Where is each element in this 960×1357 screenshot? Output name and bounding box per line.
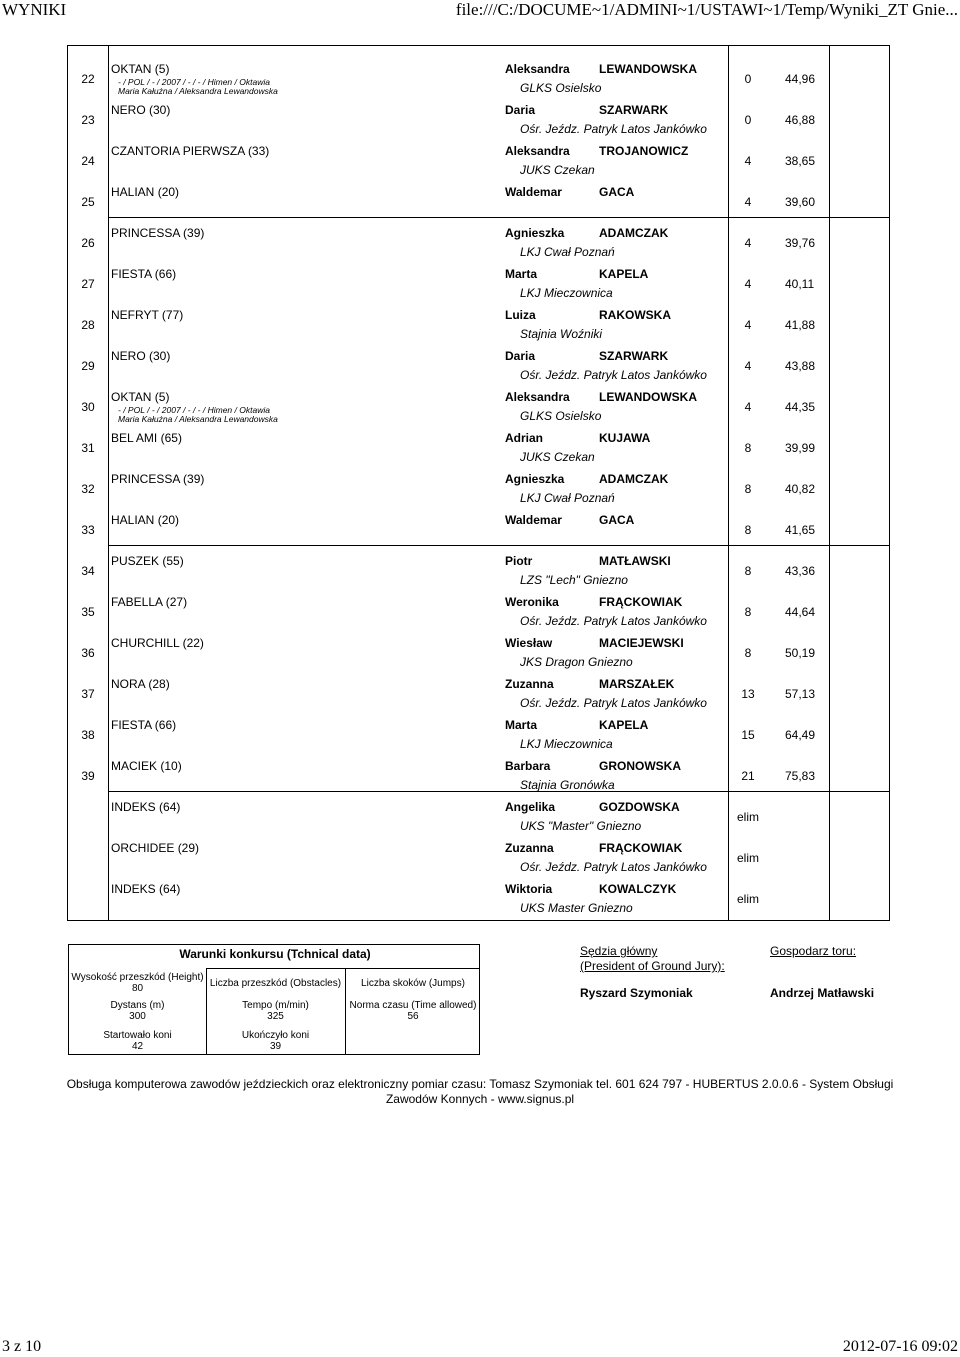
rider-last-name: KAPELA bbox=[599, 267, 649, 281]
result-time: 39,60 bbox=[785, 195, 816, 209]
horse-number: (5) bbox=[154, 62, 170, 76]
group-separator bbox=[108, 217, 889, 218]
finished-value: 39 bbox=[269, 1041, 282, 1052]
place-number: 31 bbox=[81, 441, 95, 455]
place-number: 37 bbox=[81, 687, 95, 701]
rider-first-name: Waldemar bbox=[505, 513, 562, 527]
time-allowed-label: Norma czasu (Time allowed) bbox=[349, 1000, 477, 1011]
results-table bbox=[67, 45, 890, 921]
result-time: 38,65 bbox=[785, 154, 816, 168]
horse-name bbox=[111, 595, 187, 609]
judge-name: Ryszard Szymoniak bbox=[580, 986, 693, 1000]
horse-name bbox=[111, 718, 176, 732]
horse-name-text: ORCHIDEE bbox=[111, 841, 175, 855]
horse-name-text: PUSZEK bbox=[111, 554, 160, 568]
club-name: Ośr. Jeźdz. Patryk Latos Jankówko bbox=[520, 696, 707, 710]
print-datetime: 2012-07-16 09:02 bbox=[842, 1338, 958, 1355]
rider-last-name: MARSZAŁEK bbox=[599, 677, 675, 691]
result-time: 41,65 bbox=[785, 523, 816, 537]
place-number: 27 bbox=[81, 277, 95, 291]
club-name: UKS "Master" Gniezno bbox=[520, 819, 642, 833]
height-label: Wysokość przeszkód (Height) bbox=[71, 972, 204, 983]
penalty-points: 13 bbox=[741, 687, 755, 701]
rider-first-name: Piotr bbox=[505, 554, 533, 568]
horse-name bbox=[111, 226, 204, 240]
rider-first-name: Adrian bbox=[505, 431, 544, 445]
rider-first-name: Weronika bbox=[505, 595, 559, 609]
horse-name-text: HALIAN bbox=[111, 513, 155, 527]
horse-name-text: NORA bbox=[111, 677, 146, 691]
horse-details: - / POL / - / 2007 / - / - / Himen / Oktawia bbox=[118, 405, 270, 415]
penalty-points: 8 bbox=[744, 605, 752, 619]
rider-first-name: Agnieszka bbox=[505, 472, 565, 486]
rider-first-name: Zuzanna bbox=[505, 841, 554, 855]
tech-title: Warunki konkursu (Tchnical data) bbox=[179, 947, 371, 961]
horse-number: (20) bbox=[157, 185, 180, 199]
page-counter: 3 z 10 bbox=[2, 1338, 42, 1355]
rider-last-name: ADAMCZAK bbox=[599, 472, 669, 486]
rider-last-name: MACIEJEWSKI bbox=[599, 636, 684, 650]
horse-name-text: CZANTORIA PIERWSZA bbox=[111, 144, 245, 158]
place-number: 23 bbox=[81, 113, 95, 127]
horse-name-text: MACIEK bbox=[111, 759, 158, 773]
rider-last-name: GRONOWSKA bbox=[599, 759, 681, 773]
host-label: Gospodarz toru: bbox=[770, 944, 857, 958]
horse-name-text: CHURCHILL bbox=[111, 636, 180, 650]
club-name: GLKS Osielsko bbox=[520, 409, 602, 423]
distance-label: Dystans (m) bbox=[110, 1000, 165, 1011]
obstacles-label: Liczba przeszkód (Obstacles) bbox=[209, 978, 342, 989]
rider-first-name: Angelika bbox=[505, 800, 556, 814]
time-allowed-value: 56 bbox=[407, 1011, 419, 1022]
rider-last-name: GOZDOWSKA bbox=[599, 800, 680, 814]
horse-number: (39) bbox=[183, 226, 205, 240]
rider-last-name: GACA bbox=[599, 185, 635, 199]
penalty-points: 4 bbox=[744, 318, 752, 332]
horse-name bbox=[111, 390, 169, 404]
penalty-points: 21 bbox=[741, 769, 755, 783]
file-path: file:///C:/DOCUME~1/ADMINI~1/USTAWI~1/Temp/Wyniki_ZT Gnie... bbox=[455, 0, 958, 19]
horse-number: (30) bbox=[149, 103, 171, 117]
club-name: Stajnia Woźniki bbox=[520, 327, 603, 341]
penalty-points: 8 bbox=[744, 564, 752, 578]
club-name: LKJ Mieczownica bbox=[520, 286, 613, 300]
club-name: LZS "Lech" Gniezno bbox=[520, 573, 628, 587]
software-credit bbox=[60, 1077, 900, 1107]
horse-name bbox=[111, 62, 169, 76]
penalty-points: 8 bbox=[744, 482, 752, 496]
horse-name-text: BEL AMI bbox=[111, 431, 158, 445]
club-name: Ośr. Jeźdz. Patryk Latos Jankówko bbox=[520, 614, 707, 628]
horse-name-text: NERO bbox=[111, 349, 146, 363]
club-name: LKJ Cwał Poznań bbox=[520, 491, 615, 505]
group-separator bbox=[108, 545, 889, 546]
rider-last-name: RAKOWSKA bbox=[599, 308, 671, 322]
club-name: Stajnia Gronówka bbox=[520, 778, 615, 792]
horse-name-text: FABELLA bbox=[111, 595, 163, 609]
result-time: 44,96 bbox=[785, 72, 816, 86]
horse-number: (55) bbox=[162, 554, 184, 568]
horse-number: (10) bbox=[160, 759, 182, 773]
rider-first-name: Agnieszka bbox=[505, 226, 565, 240]
place-number: 28 bbox=[81, 318, 95, 332]
column-divider bbox=[108, 46, 109, 920]
penalty-points: 8 bbox=[744, 523, 752, 537]
horse-number: (33) bbox=[247, 144, 270, 158]
result-time: 75,83 bbox=[785, 769, 816, 783]
rider-first-name: Waldemar bbox=[505, 185, 562, 199]
horse-name-text: OKTAN bbox=[111, 62, 152, 76]
result-time: 44,64 bbox=[785, 605, 816, 619]
penalty-points: 0 bbox=[744, 113, 752, 127]
horse-number: (64) bbox=[159, 882, 181, 896]
rider-first-name: Aleksandra bbox=[505, 144, 570, 158]
jumps-label: Liczba skoków (Jumps) bbox=[361, 978, 465, 989]
rider-first-name: Daria bbox=[505, 349, 536, 363]
club-name: LKJ Cwał Poznań bbox=[520, 245, 615, 259]
rider-last-name: FRĄCKOWIAK bbox=[599, 841, 683, 855]
place-number: 26 bbox=[81, 236, 95, 250]
rider-first-name: Wiesław bbox=[505, 636, 553, 650]
penalty-points: 4 bbox=[744, 154, 752, 168]
result-time: 40,82 bbox=[785, 482, 816, 496]
browser-page-title: WYNIKI bbox=[2, 0, 67, 19]
horse-name-text: PRINCESSA bbox=[111, 226, 180, 240]
software-credit-line1: Obsługa komputerowa zawodów jeździeckich oraz elektroniczny pomiar czasu: Tomasz Szymoniak tel. 601 624 797 - HUBERTUS 2.0.0.6 - System Obsługi bbox=[66, 1077, 894, 1091]
place-number: 36 bbox=[81, 646, 95, 660]
penalty-points: 8 bbox=[744, 441, 752, 455]
horse-number: (64) bbox=[159, 800, 181, 814]
rider-first-name: Wiktoria bbox=[505, 882, 553, 896]
result-time: 39,76 bbox=[785, 236, 816, 250]
club-name: GLKS Osielsko bbox=[520, 81, 602, 95]
rider-last-name: SZARWARK bbox=[599, 103, 669, 117]
result-time: 44,35 bbox=[785, 400, 816, 414]
horse-name bbox=[111, 431, 182, 445]
penalty-points: 0 bbox=[744, 72, 752, 86]
penalty-points: elim bbox=[736, 892, 759, 906]
place-number: 32 bbox=[81, 482, 95, 496]
horse-number: (27) bbox=[165, 595, 188, 609]
horse-number: (77) bbox=[161, 308, 184, 322]
judge-label-line2: (President of Ground Jury): bbox=[580, 959, 725, 973]
horse-name bbox=[111, 267, 176, 281]
rider-first-name: Aleksandra bbox=[505, 390, 570, 404]
rider-first-name: Daria bbox=[505, 103, 536, 117]
rider-last-name: KOWALCZYK bbox=[599, 882, 677, 896]
rider-last-name: MATŁAWSKI bbox=[599, 554, 671, 568]
horse-number: (20) bbox=[157, 513, 180, 527]
horse-name-text: PRINCESSA bbox=[111, 472, 180, 486]
result-time: 43,88 bbox=[785, 359, 816, 373]
host-name: Andrzej Matławski bbox=[770, 986, 875, 1000]
rider-last-name: KUJAWA bbox=[599, 431, 651, 445]
horse-number: (30) bbox=[149, 349, 171, 363]
rider-last-name: ADAMCZAK bbox=[599, 226, 669, 240]
horse-name-text: NEFRYT bbox=[111, 308, 159, 322]
rider-last-name: FRĄCKOWIAK bbox=[599, 595, 683, 609]
group-separator bbox=[108, 791, 889, 792]
penalty-points: 4 bbox=[744, 359, 752, 373]
tempo-value: 325 bbox=[267, 1011, 284, 1022]
judge-label bbox=[580, 944, 725, 974]
rider-last-name: GACA bbox=[599, 513, 635, 527]
club-name: JUKS Czekan bbox=[520, 450, 595, 464]
horse-name bbox=[111, 144, 269, 158]
judge-label-line1: Sędzia główny bbox=[580, 944, 658, 958]
rider-first-name: Marta bbox=[505, 267, 538, 281]
horse-name bbox=[111, 636, 204, 650]
club-name: Ośr. Jeźdz. Patryk Latos Jankówko bbox=[520, 860, 707, 874]
rider-first-name: Barbara bbox=[505, 759, 551, 773]
penalty-points: 4 bbox=[744, 277, 752, 291]
rider-first-name: Zuzanna bbox=[505, 677, 554, 691]
software-credit-line2: Zawodów Konnych - www.signus.pl bbox=[385, 1092, 575, 1106]
penalty-points: 4 bbox=[744, 195, 752, 209]
horse-details: - / POL / - / 2007 / - / - / Himen / Oktawia bbox=[118, 77, 270, 87]
club-name: UKS Master Gniezno bbox=[520, 901, 633, 915]
horse-number: (39) bbox=[183, 472, 205, 486]
place-number: 33 bbox=[81, 523, 95, 537]
rider-first-name: Aleksandra bbox=[505, 62, 570, 76]
penalty-points: 4 bbox=[744, 236, 752, 250]
horse-name-text: INDEKS bbox=[111, 882, 156, 896]
column-divider bbox=[829, 46, 830, 920]
horse-owner: Maria Kałużna / Aleksandra Lewandowska bbox=[118, 86, 278, 96]
horse-name-text: INDEKS bbox=[111, 800, 156, 814]
place-number: 24 bbox=[81, 154, 95, 168]
result-time: 50,19 bbox=[785, 646, 816, 660]
horse-name bbox=[111, 308, 183, 322]
club-name: JUKS Czekan bbox=[520, 163, 595, 177]
rider-last-name: TROJANOWICZ bbox=[599, 144, 689, 158]
place-number: 29 bbox=[81, 359, 95, 373]
horse-name-text: OKTAN bbox=[111, 390, 152, 404]
started-value: 42 bbox=[131, 1041, 144, 1052]
finished-label: Ukończyło koni bbox=[241, 1030, 310, 1041]
horse-number: (29) bbox=[177, 841, 200, 855]
started-label: Startowało koni bbox=[103, 1030, 172, 1041]
place-number: 30 bbox=[81, 400, 95, 414]
result-time: 57,13 bbox=[785, 687, 816, 701]
distance-value: 300 bbox=[129, 1011, 146, 1022]
result-time: 39,99 bbox=[785, 441, 816, 455]
horse-name-text: FIESTA bbox=[111, 267, 152, 281]
horse-number: (66) bbox=[154, 718, 177, 732]
place-number: 38 bbox=[81, 728, 95, 742]
horse-name-text: NERO bbox=[111, 103, 146, 117]
rider-last-name: LEWANDOWSKA bbox=[599, 62, 697, 76]
horse-name bbox=[111, 677, 170, 691]
horse-name bbox=[111, 185, 179, 199]
horse-name bbox=[111, 800, 180, 814]
place-number: 25 bbox=[81, 195, 95, 209]
club-name: JKS Dragon Gniezno bbox=[520, 655, 633, 669]
place-number: 35 bbox=[81, 605, 95, 619]
height-value: 80 bbox=[131, 983, 144, 994]
horse-number: (5) bbox=[154, 390, 170, 404]
horse-name-text: HALIAN bbox=[111, 185, 155, 199]
result-time: 40,11 bbox=[785, 277, 815, 291]
place-number: 39 bbox=[81, 769, 95, 783]
horse-number: (22) bbox=[182, 636, 204, 650]
penalty-points: elim bbox=[736, 810, 759, 824]
horse-name bbox=[111, 759, 182, 773]
horse-name bbox=[111, 841, 199, 855]
result-time: 46,88 bbox=[785, 113, 816, 127]
horse-number: (66) bbox=[154, 267, 177, 281]
horse-name bbox=[111, 882, 180, 896]
place-number: 22 bbox=[81, 72, 95, 86]
technical-data-table bbox=[68, 944, 480, 1055]
result-time: 41,88 bbox=[785, 318, 816, 332]
horse-number: (28) bbox=[148, 677, 170, 691]
horse-name bbox=[111, 513, 179, 527]
rider-last-name: KAPELA bbox=[599, 718, 649, 732]
penalty-points: 4 bbox=[744, 400, 752, 414]
horse-name bbox=[111, 554, 184, 568]
club-name: LKJ Mieczownica bbox=[520, 737, 613, 751]
result-time: 43,36 bbox=[785, 564, 816, 578]
horse-name-text: FIESTA bbox=[111, 718, 152, 732]
horse-number: (65) bbox=[160, 431, 182, 445]
penalty-points: 15 bbox=[741, 728, 755, 742]
tempo-label: Tempo (m/min) bbox=[242, 1000, 309, 1011]
rider-first-name: Luiza bbox=[505, 308, 536, 322]
penalty-points: elim bbox=[736, 851, 759, 865]
rider-last-name: SZARWARK bbox=[599, 349, 669, 363]
place-number: 34 bbox=[81, 564, 95, 578]
result-time: 64,49 bbox=[785, 728, 816, 742]
penalty-points: 8 bbox=[744, 646, 752, 660]
rider-first-name: Marta bbox=[505, 718, 538, 732]
horse-name bbox=[111, 472, 204, 486]
rider-last-name: LEWANDOWSKA bbox=[599, 390, 697, 404]
horse-owner: Maria Kałużna / Aleksandra Lewandowska bbox=[118, 414, 278, 424]
horse-name bbox=[111, 349, 170, 363]
club-name: Ośr. Jeźdz. Patryk Latos Jankówko bbox=[520, 368, 707, 382]
horse-name bbox=[111, 103, 170, 117]
club-name: Ośr. Jeźdz. Patryk Latos Jankówko bbox=[520, 122, 707, 136]
